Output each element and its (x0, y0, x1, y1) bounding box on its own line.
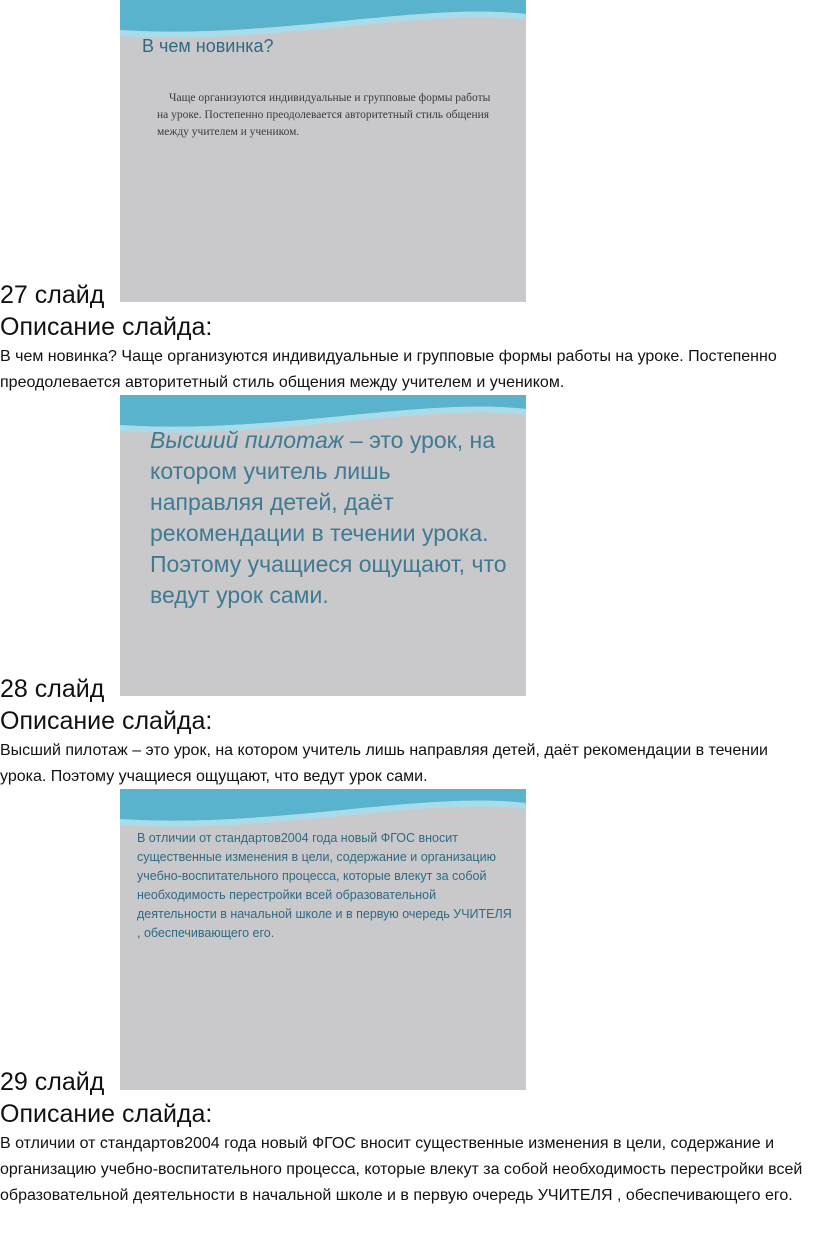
slide-29-image (120, 789, 526, 1090)
slide-body-text (150, 425, 510, 611)
slide-number-label: 28 слайд (0, 675, 105, 703)
description-text: Высший пилотаж – это урок, на котором учитель лишь направляя детей, даёт рекомендации в течении урока. Поэтому учащиеся ощущают, что ведут урок сами. (0, 742, 768, 785)
slide-28-image (120, 395, 526, 696)
slide-27-image (120, 0, 526, 302)
description-heading: Описание слайда: (0, 1100, 213, 1128)
slide-number-label: 27 слайд (0, 281, 105, 309)
slide-body-text: В отличии от стандартов2004 года новый ФГОС вносит существенные изменения в цели, содержание и организацию учебно-воспитательного процесса, которые влекут за собой необходимость перестройки всей образовательной деятельности в начальной школе и в первую очередь УЧИТЕЛЯ , обеспечивающего его. (137, 831, 512, 940)
description-heading: Описание слайда: (0, 313, 213, 341)
slide-emphasis-text: Высший пилотаж (150, 427, 344, 453)
slide-title: В чем новинка? (142, 36, 274, 56)
description-heading: Описание слайда: (0, 707, 213, 735)
description-text: В отличии от стандартов2004 года новый ФГОС вносит существенные изменения в цели, содержание и организацию учебно-воспитательного процесса, которые влекут за собой необходимость перестройки всей образовательной деятельности в начальной школе и в первую очередь УЧИТЕЛЯ , обеспечивающего его. (0, 1135, 803, 1204)
slide-number-label: 29 слайд (0, 1068, 105, 1096)
slide-body-text: Чаще организуются индивидуальные и групповые формы работы на уроке. Постепенно преодолевается авторитетный стиль общения между учителем и учеником. (157, 92, 491, 138)
slide-body-rest: – это урок, на котором учитель лишь направляя детей, даёт рекомендации в течении урока. Поэтому учащиеся ощущают, что ведут урок сами. (150, 427, 507, 608)
description-text: В чем новинка? Чаще организуются индивидуальные и групповые формы работы на уроке. Постепенно преодолевается авторитетный стиль общения между учителем и учеником. (0, 348, 777, 391)
